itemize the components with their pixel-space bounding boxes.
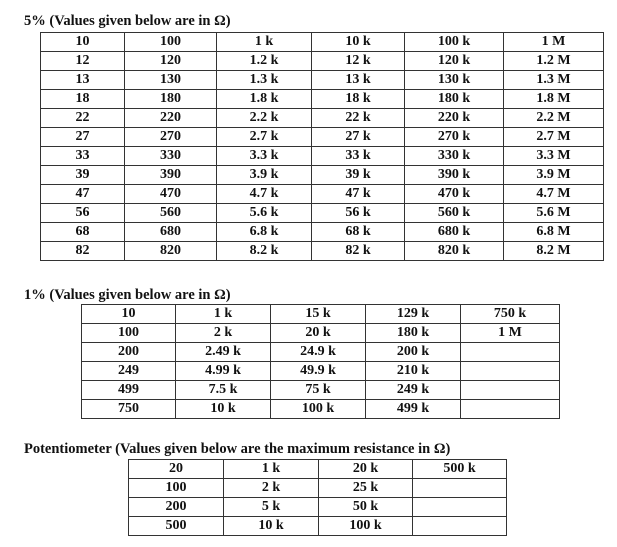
table-cell: 100 (125, 33, 217, 52)
table-row (82, 305, 560, 324)
table-cell: 7.5 k (176, 381, 271, 400)
table-cell: 5 k (224, 498, 319, 517)
table-cell: 180 k (366, 324, 461, 343)
table-cell: 100 k (319, 517, 413, 536)
table-row (41, 109, 604, 128)
table-cell: 5.6 k (217, 204, 312, 223)
table-cell: 39 k (312, 166, 405, 185)
table-cell: 6.8 k (217, 223, 312, 242)
table-cell: 390 k (405, 166, 504, 185)
table-cell: 12 (41, 52, 125, 71)
table-cell: 22 k (312, 109, 405, 128)
table-cell: 2 k (224, 479, 319, 498)
table-cell: 130 (125, 71, 217, 90)
table-cell: 200 k (366, 343, 461, 362)
table-cell: 3.9 k (217, 166, 312, 185)
table-cell (413, 517, 507, 536)
table-cell: 82 (41, 242, 125, 261)
table-cell: 1.8 M (504, 90, 604, 109)
table-cell: 18 k (312, 90, 405, 109)
table-cell: 8.2 k (217, 242, 312, 261)
table-cell: 820 (125, 242, 217, 261)
table-cell: 15 k (271, 305, 366, 324)
table-cell: 18 (41, 90, 125, 109)
table-row (41, 242, 604, 261)
heading-potentiometer: Potentiometer (Values given below are the maximum resistance in Ω) (24, 441, 451, 457)
table-cell: 499 k (366, 400, 461, 419)
table-cell: 130 k (405, 71, 504, 90)
table-cell: 10 k (224, 517, 319, 536)
table-cell: 56 (41, 204, 125, 223)
table-cell: 24.9 k (271, 343, 366, 362)
table-cell: 13 (41, 71, 125, 90)
table-row (129, 517, 507, 536)
table-row (82, 324, 560, 343)
table-cell: 1 k (176, 305, 271, 324)
table-cell: 129 k (366, 305, 461, 324)
table-cell (461, 343, 560, 362)
table-cell: 820 k (405, 242, 504, 261)
table-cell: 2.7 M (504, 128, 604, 147)
table-cell: 500 (129, 517, 224, 536)
table-cell: 4.7 M (504, 185, 604, 204)
table-1-percent (81, 304, 560, 419)
table-cell: 82 k (312, 242, 405, 261)
table-cell: 180 k (405, 90, 504, 109)
table-cell: 100 (129, 479, 224, 498)
table-cell: 200 (82, 343, 176, 362)
table-cell: 1.3 M (504, 71, 604, 90)
table-cell (461, 362, 560, 381)
table-cell (413, 479, 507, 498)
table-cell: 3.9 M (504, 166, 604, 185)
table-cell: 75 k (271, 381, 366, 400)
table-cell: 680 (125, 223, 217, 242)
table-cell: 50 k (319, 498, 413, 517)
table-cell: 10 k (312, 33, 405, 52)
table-cell: 1.2 k (217, 52, 312, 71)
table-cell: 100 k (271, 400, 366, 419)
table-cell: 120 (125, 52, 217, 71)
table-cell: 2.2 M (504, 109, 604, 128)
table-cell: 1 M (461, 324, 560, 343)
table-cell: 560 (125, 204, 217, 223)
table-cell: 2.49 k (176, 343, 271, 362)
table-cell: 3.3 k (217, 147, 312, 166)
table-cell: 3.3 M (504, 147, 604, 166)
table-cell: 4.7 k (217, 185, 312, 204)
table-potentiometer (128, 459, 507, 536)
table-cell: 1.8 k (217, 90, 312, 109)
table-cell: 330 k (405, 147, 504, 166)
table-cell: 210 k (366, 362, 461, 381)
table-cell: 13 k (312, 71, 405, 90)
table-row (41, 71, 604, 90)
table-row (82, 343, 560, 362)
table-cell (461, 400, 560, 419)
table-cell: 2.2 k (217, 109, 312, 128)
table-cell: 25 k (319, 479, 413, 498)
table-cell: 4.99 k (176, 362, 271, 381)
table-row (82, 381, 560, 400)
table-cell: 20 k (319, 460, 413, 479)
table-cell: 22 (41, 109, 125, 128)
table-cell: 500 k (413, 460, 507, 479)
table-cell: 47 (41, 185, 125, 204)
table-cell: 249 k (366, 381, 461, 400)
table-cell: 220 (125, 109, 217, 128)
table-cell: 10 (41, 33, 125, 52)
table-cell: 470 k (405, 185, 504, 204)
table-cell: 1.2 M (504, 52, 604, 71)
table-row (41, 33, 604, 52)
table-cell: 27 (41, 128, 125, 147)
table-row (41, 185, 604, 204)
table-cell: 1 M (504, 33, 604, 52)
table-row (129, 460, 507, 479)
table-cell: 200 (129, 498, 224, 517)
table-cell: 470 (125, 185, 217, 204)
table-cell: 10 k (176, 400, 271, 419)
table-cell: 68 (41, 223, 125, 242)
table-cell (413, 498, 507, 517)
table-cell: 10 (82, 305, 176, 324)
table-row (41, 166, 604, 185)
table-cell: 47 k (312, 185, 405, 204)
table-row (82, 400, 560, 419)
table-cell: 220 k (405, 109, 504, 128)
table-row (41, 223, 604, 242)
table-cell: 680 k (405, 223, 504, 242)
table-row (41, 128, 604, 147)
table-cell: 390 (125, 166, 217, 185)
table-cell: 5.6 M (504, 204, 604, 223)
table-cell: 39 (41, 166, 125, 185)
table-cell: 1 k (224, 460, 319, 479)
table-cell: 120 k (405, 52, 504, 71)
table-cell: 330 (125, 147, 217, 166)
table-cell: 1.3 k (217, 71, 312, 90)
table-cell: 750 k (461, 305, 560, 324)
table-row (41, 52, 604, 71)
table-cell: 270 k (405, 128, 504, 147)
table-5-percent (40, 32, 604, 261)
table-cell: 2 k (176, 324, 271, 343)
table-cell: 49.9 k (271, 362, 366, 381)
table-cell: 100 (82, 324, 176, 343)
table-row (82, 362, 560, 381)
table-cell: 33 (41, 147, 125, 166)
table-row (129, 479, 507, 498)
table-cell: 20 (129, 460, 224, 479)
table-cell: 560 k (405, 204, 504, 223)
table-cell (461, 381, 560, 400)
table-row (129, 498, 507, 517)
table-cell: 100 k (405, 33, 504, 52)
heading-1-percent: 1% (Values given below are in Ω) (24, 287, 231, 303)
table-cell: 249 (82, 362, 176, 381)
table-cell: 27 k (312, 128, 405, 147)
table-cell: 499 (82, 381, 176, 400)
table-cell: 8.2 M (504, 242, 604, 261)
table-cell: 6.8 M (504, 223, 604, 242)
table-cell: 1 k (217, 33, 312, 52)
table-cell: 270 (125, 128, 217, 147)
table-cell: 2.7 k (217, 128, 312, 147)
table-cell: 20 k (271, 324, 366, 343)
heading-5-percent: 5% (Values given below are in Ω) (24, 13, 231, 29)
table-cell: 750 (82, 400, 176, 419)
table-row (41, 90, 604, 109)
table-row (41, 147, 604, 166)
table-cell: 180 (125, 90, 217, 109)
table-row (41, 204, 604, 223)
table-cell: 56 k (312, 204, 405, 223)
table-cell: 33 k (312, 147, 405, 166)
table-cell: 68 k (312, 223, 405, 242)
table-cell: 12 k (312, 52, 405, 71)
